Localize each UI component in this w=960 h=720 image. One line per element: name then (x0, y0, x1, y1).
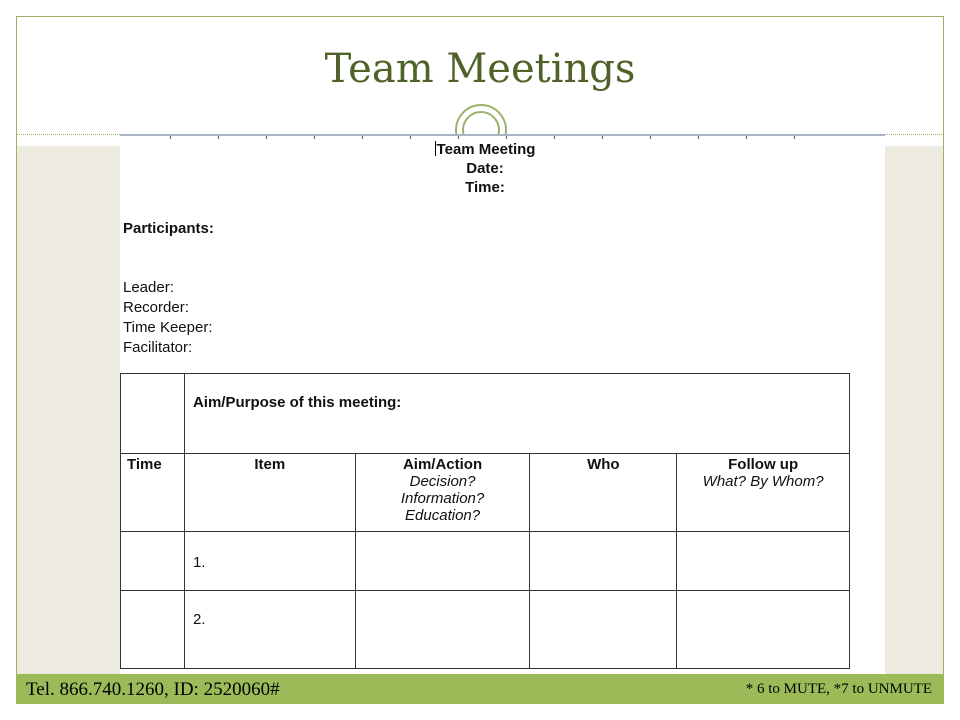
participants-label: Participants: (123, 220, 214, 237)
row-number: 1. (192, 554, 206, 571)
mute-info: * 6 to MUTE, *7 to UNMUTE (745, 681, 932, 697)
row-number: 2. (192, 611, 206, 628)
table-cell (121, 532, 185, 591)
date-label: Date: (466, 160, 504, 177)
left-panel (17, 146, 120, 676)
time-label: Time: (465, 179, 505, 196)
table-cell (530, 591, 677, 669)
table-cell (184, 591, 355, 669)
table-row (121, 532, 850, 591)
right-panel (885, 146, 943, 676)
table-header-row (121, 454, 850, 532)
role-recorder: Recorder: (123, 299, 189, 316)
purpose-cell (184, 374, 849, 454)
agenda-table (120, 373, 850, 669)
table-cell (677, 532, 850, 591)
column-header-who: Who (530, 454, 677, 532)
role-facilitator: Facilitator: (123, 339, 193, 356)
column-header-follow-up: Follow up What? By Whom? (677, 454, 850, 532)
column-header-aim-action: Aim/Action Decision? Information? Education? (355, 454, 530, 532)
purpose-row (121, 374, 850, 454)
table-cell (355, 532, 530, 591)
table-cell (184, 532, 355, 591)
table-cell (530, 532, 677, 591)
roles-list (123, 278, 212, 358)
footer-bar (16, 674, 944, 704)
role-leader: Leader: (123, 279, 174, 296)
role-time-keeper: Time Keeper: (123, 319, 213, 336)
phone-info: Tel. 866.740.1260, ID: 2520060# (26, 679, 280, 700)
table-cell (121, 591, 185, 669)
table-cell (677, 591, 850, 669)
document-ruler (120, 136, 885, 138)
document-header (120, 140, 850, 197)
column-header-item: Item (184, 454, 355, 532)
table-cell (355, 591, 530, 669)
text-cursor (435, 141, 436, 156)
meeting-agenda-document (120, 134, 885, 676)
follow-up-subtitle: What? By Whom? (702, 473, 824, 490)
document-heading: Team Meeting (436, 141, 536, 158)
slide-title: Team Meetings (324, 46, 636, 92)
aim-option-decision: Decision? (409, 473, 476, 490)
aim-option-information: Information? (400, 490, 485, 507)
purpose-label: Aim/Purpose of this meeting: (192, 394, 402, 411)
aim-option-education: Education? (405, 507, 481, 524)
column-header-time: Time (121, 454, 185, 532)
table-cell (121, 374, 185, 454)
table-row (121, 591, 850, 669)
